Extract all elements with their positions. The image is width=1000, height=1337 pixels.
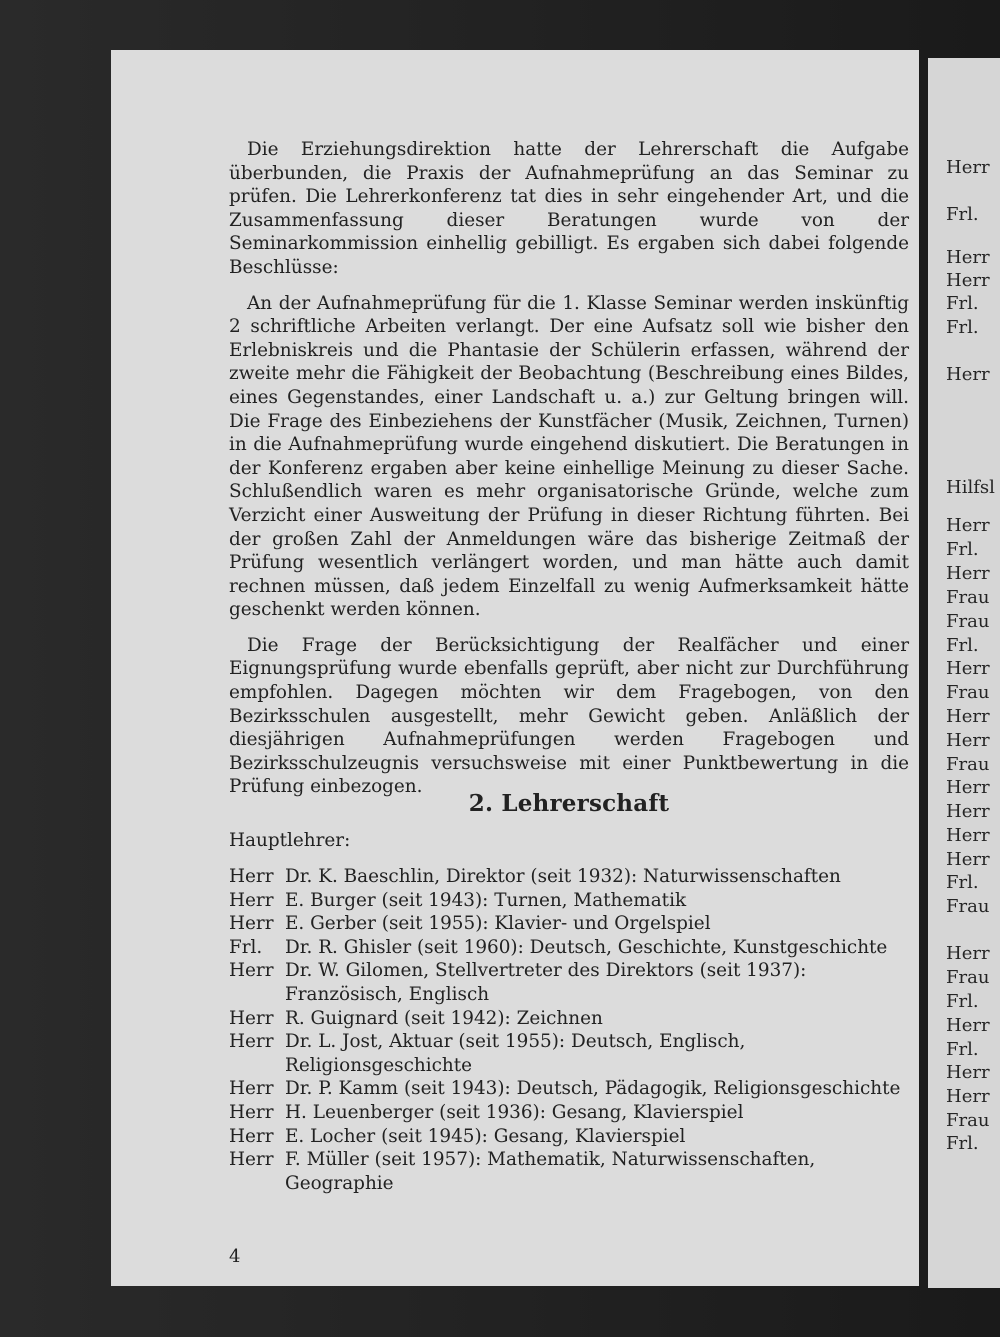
next-page-word: Frau bbox=[946, 754, 990, 775]
next-page-word: Herr bbox=[946, 777, 990, 798]
paragraph-3: Die Frage der Berücksichtigung der Realfächer und einer Eignungsprüfung wurde ebenfalls geprüft, aber nicht zur Durchführung empfohlen. Dagegen möchten wir dem Fragebogen, von den Bezirksschulen ausgestellt, mehr Gewicht geben. Anläßlich der diesjährigen Aufnahmeprüfungen werden Fragebogen und Bezirksschulzeugnis versuchsweise mit einer Punktbewertung in die Prüfung einbezogen. bbox=[229, 634, 909, 798]
staff-entry: E. Locher (seit 1945): Gesang, Klavierspiel bbox=[285, 1125, 686, 1147]
next-page-word: Herr bbox=[946, 730, 990, 751]
subheading: Hauptlehrer: bbox=[229, 830, 351, 851]
staff-title: Herr bbox=[229, 889, 274, 911]
next-page-word: Herr bbox=[946, 157, 990, 178]
next-page-word: Herr bbox=[946, 658, 990, 679]
staff-row bbox=[229, 1125, 929, 1149]
next-page-word: Hilfsl bbox=[946, 477, 995, 498]
staff-title: Herr bbox=[229, 913, 274, 935]
paragraph-2: An der Aufnahmeprüfung für die 1. Klasse Seminar werden inskünftig 2 schriftliche Arbeiten verlangt. Der eine Aufsatz soll wie bisher den Erlebniskreis und die Phantasie der Schülerin erfassen, während der zweite mehr die Fähigkeit der Beobachtung (Beschreibung eines Bildes, eines Gegenstandes, einer Landschaft u. a.) zur Geltung bringen will. Die Frage des Einbeziehens der Kunstfächer (Musik, Zeichnen, Turnen) in die Aufnahmeprüfung wurde eingehend diskutiert. Die Beratungen in der Konferenz ergaben aber keine einhellige Meinung zu dieser Sache. Schlußendlich waren es mehr organisatorische Gründe, welche zum Verzicht einer Ausweitung der Prüfung in dieser Richtung führten. Bei der großen Zahl der Anmeldungen wäre das bisherige Zeitmaß der Prüfung wesentlich verlängert worden, und man hätte auch damit rechnen müssen, daß jedem Einzelfall zu wenig Aufmerksamkeit hätte geschenkt werden können. bbox=[229, 292, 909, 621]
next-page-word: Herr bbox=[946, 825, 990, 846]
staff-title: Herr bbox=[229, 960, 274, 982]
next-page-word: Herr bbox=[946, 364, 990, 385]
staff-entry: Dr. K. Baeschlin, Direktor (seit 1932): Naturwissenschaften bbox=[285, 866, 841, 887]
staff-title: Herr bbox=[229, 1125, 274, 1147]
next-page-word: Frl. bbox=[946, 1133, 979, 1154]
staff-title: Herr bbox=[229, 1101, 274, 1123]
document-page bbox=[111, 50, 919, 1286]
next-page-word: Herr bbox=[946, 1015, 990, 1036]
next-page-word: Frl. bbox=[946, 635, 979, 656]
next-page-word: Herr bbox=[946, 515, 990, 536]
staff-title: Herr bbox=[229, 1149, 274, 1171]
staff-list bbox=[229, 865, 929, 1195]
staff-entry: Dr. P. Kamm (seit 1943): Deutsch, Pädagogik, Religionsgeschichte bbox=[285, 1078, 901, 1100]
next-page-word: Herr bbox=[946, 849, 990, 870]
staff-title: Herr bbox=[229, 1078, 274, 1100]
staff-entry: R. Guignard (seit 1942): Zeichnen bbox=[285, 1007, 603, 1029]
staff-entry: E. Burger (seit 1943): Turnen, Mathematik bbox=[285, 889, 687, 911]
staff-row bbox=[229, 1007, 929, 1031]
next-page-word: Frl. bbox=[946, 1039, 979, 1060]
next-page-word: Frau bbox=[946, 967, 990, 988]
next-page-word: Herr bbox=[946, 1062, 990, 1083]
staff-entry: Dr. R. Ghisler (seit 1960): Deutsch, Geschichte, Kunstgeschichte bbox=[285, 936, 888, 958]
staff-entry: H. Leuenberger (seit 1936): Gesang, Klavierspiel bbox=[285, 1101, 744, 1123]
next-page-word: Frau bbox=[946, 896, 990, 917]
staff-row bbox=[229, 1148, 929, 1195]
next-page-word: Frl. bbox=[946, 317, 979, 338]
staff-title: Herr bbox=[229, 1031, 274, 1053]
staff-row bbox=[229, 889, 929, 913]
next-page-word: Frl. bbox=[946, 293, 979, 314]
next-page-word: Frl. bbox=[946, 204, 979, 225]
staff-entry: E. Gerber (seit 1955): Klavier- und Orgelspiel bbox=[285, 913, 711, 935]
staff-row bbox=[229, 865, 929, 889]
next-page-word: Frl. bbox=[946, 991, 979, 1012]
staff-entry: F. Müller (seit 1957): Mathematik, Naturwissenschaften, Geographie bbox=[285, 1149, 816, 1194]
staff-row bbox=[229, 1101, 929, 1125]
staff-row bbox=[229, 1030, 929, 1077]
staff-title: Herr bbox=[229, 866, 274, 887]
staff-title: Frl. bbox=[229, 936, 263, 958]
staff-title: Herr bbox=[229, 1007, 274, 1029]
next-page-word: Herr bbox=[946, 247, 990, 268]
next-page-word: Frau bbox=[946, 587, 990, 608]
staff-row bbox=[229, 936, 929, 960]
next-page-word: Herr bbox=[946, 563, 990, 584]
page-content bbox=[229, 138, 909, 1194]
next-page-word: Herr bbox=[946, 706, 990, 727]
next-page-word: Frau bbox=[946, 611, 990, 632]
next-page-word: Frau bbox=[946, 1110, 990, 1131]
next-page-word: Frl. bbox=[946, 539, 979, 560]
next-page-word: Herr bbox=[946, 801, 990, 822]
page-number: 4 bbox=[229, 1246, 241, 1267]
staff-row bbox=[229, 1077, 929, 1101]
section-heading: 2. Lehrerschaft bbox=[468, 790, 670, 817]
next-page-word: Frl. bbox=[946, 872, 979, 893]
next-page-edge bbox=[928, 58, 1000, 1288]
next-page-word: Herr bbox=[946, 1086, 990, 1107]
staff-entry: Dr. L. Jost, Aktuar (seit 1955): Deutsch, Englisch, Religionsgeschichte bbox=[285, 1031, 746, 1076]
staff-row bbox=[229, 912, 929, 936]
paragraph-1: Die Erziehungsdirektion hatte der Lehrerschaft die Aufgabe überbunden, die Praxis der Aufnahmeprüfung an das Seminar zu prüfen. Die Lehrerkonferenz tat dies in sehr eingehender Art, und die Zusammenfassung dieser Beratungen wurde von der Seminarkommission einhellig gebilligt. Es ergaben sich dabei folgende Beschlüsse: bbox=[229, 139, 909, 278]
next-page-word: Herr bbox=[946, 943, 990, 964]
staff-row bbox=[229, 959, 929, 1006]
next-page-word: Frau bbox=[946, 682, 990, 703]
staff-entry: Dr. W. Gilomen, Stellvertreter des Direktors (seit 1937): Französisch, Englisch bbox=[285, 960, 807, 1005]
next-page-word: Herr bbox=[946, 270, 990, 291]
